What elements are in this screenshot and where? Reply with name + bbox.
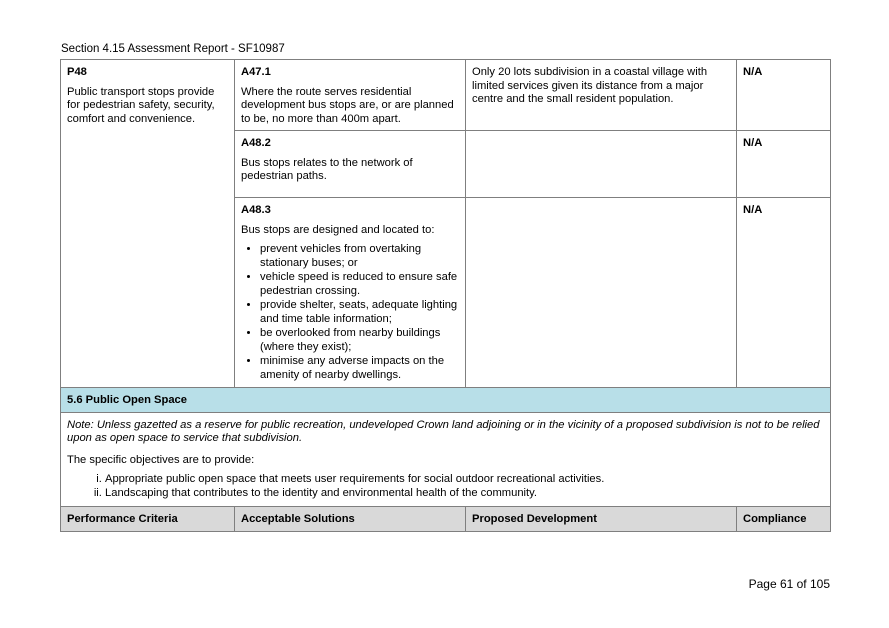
section-title: 5.6 Public Open Space <box>61 388 831 413</box>
performance-criteria-cell <box>61 60 235 388</box>
section-body <box>61 412 831 507</box>
page-header: Section 4.15 Assessment Report - SF10987 <box>61 43 285 55</box>
solution-text: Where the route serves residential development bus stops are, or are planned to be, no more than 400m apart. <box>241 85 454 125</box>
list-item: • prevent vehicles from overtaking stationary buses; or <box>260 243 459 270</box>
column-header: Performance Criteria <box>61 507 235 532</box>
column-header-row <box>61 507 831 532</box>
compliance-cell <box>737 60 831 131</box>
list-item: • minimise any adverse impacts on the amenity of nearby dwellings. <box>260 355 459 382</box>
solution-bullets <box>241 243 459 382</box>
list-item: • be overlooked from nearby buildings (where they exist); <box>260 327 459 354</box>
proposed-text: Only 20 lots subdivision in a coastal village with limited services given its distance from a major centre and the small resident population. <box>472 66 708 105</box>
list-item: • vehicle speed is reduced to ensure safe pedestrian crossing. <box>260 271 459 298</box>
solution-code: A48.2 <box>241 137 271 149</box>
compliance-value: N/A <box>743 66 763 78</box>
proposed-development-cell <box>466 60 737 131</box>
list-item: i. Appropriate public open space that meets user requirements for social outdoor recreational activities. <box>105 473 824 487</box>
proposed-development-cell <box>466 198 737 388</box>
column-header: Compliance <box>737 507 831 532</box>
column-header: Proposed Development <box>466 507 737 532</box>
page-number: Page 61 of 105 <box>748 577 830 591</box>
compliance-value: N/A <box>743 204 763 216</box>
solution-text: Bus stops relates to the network of pedestrian paths. <box>241 156 413 182</box>
acceptable-solution-cell <box>235 198 466 388</box>
solution-intro: Bus stops are designed and located to: <box>241 223 435 236</box>
solution-code: A48.3 <box>241 204 271 216</box>
section-body-row <box>61 412 831 507</box>
section-note: Note: Unless gazetted as a reserve for public recreation, undeveloped Crown land adjoining or in the vicinity of a proposed subdivision is not to be relied upon as open space to service that subdivision. <box>67 418 820 444</box>
list-item: • provide shelter, seats, adequate lighting and time table information; <box>260 299 459 326</box>
proposed-development-cell <box>466 131 737 198</box>
column-header: Acceptable Solutions <box>235 507 466 532</box>
criteria-text: Public transport stops provide for pedestrian safety, security, comfort and convenience. <box>67 85 215 125</box>
list-item: ii. Landscaping that contributes to the identity and environmental health of the community. <box>105 487 824 501</box>
table-row <box>61 60 831 131</box>
criteria-code: P48 <box>67 66 87 78</box>
compliance-cell <box>737 131 831 198</box>
solution-code: A47.1 <box>241 66 271 78</box>
section-heading-row <box>61 388 831 413</box>
assessment-table <box>60 59 831 532</box>
compliance-value: N/A <box>743 137 763 149</box>
objectives-intro: The specific objectives are to provide: <box>67 453 255 466</box>
acceptable-solution-cell <box>235 60 466 131</box>
compliance-cell <box>737 198 831 388</box>
acceptable-solution-cell <box>235 131 466 198</box>
objectives-list <box>67 473 824 500</box>
